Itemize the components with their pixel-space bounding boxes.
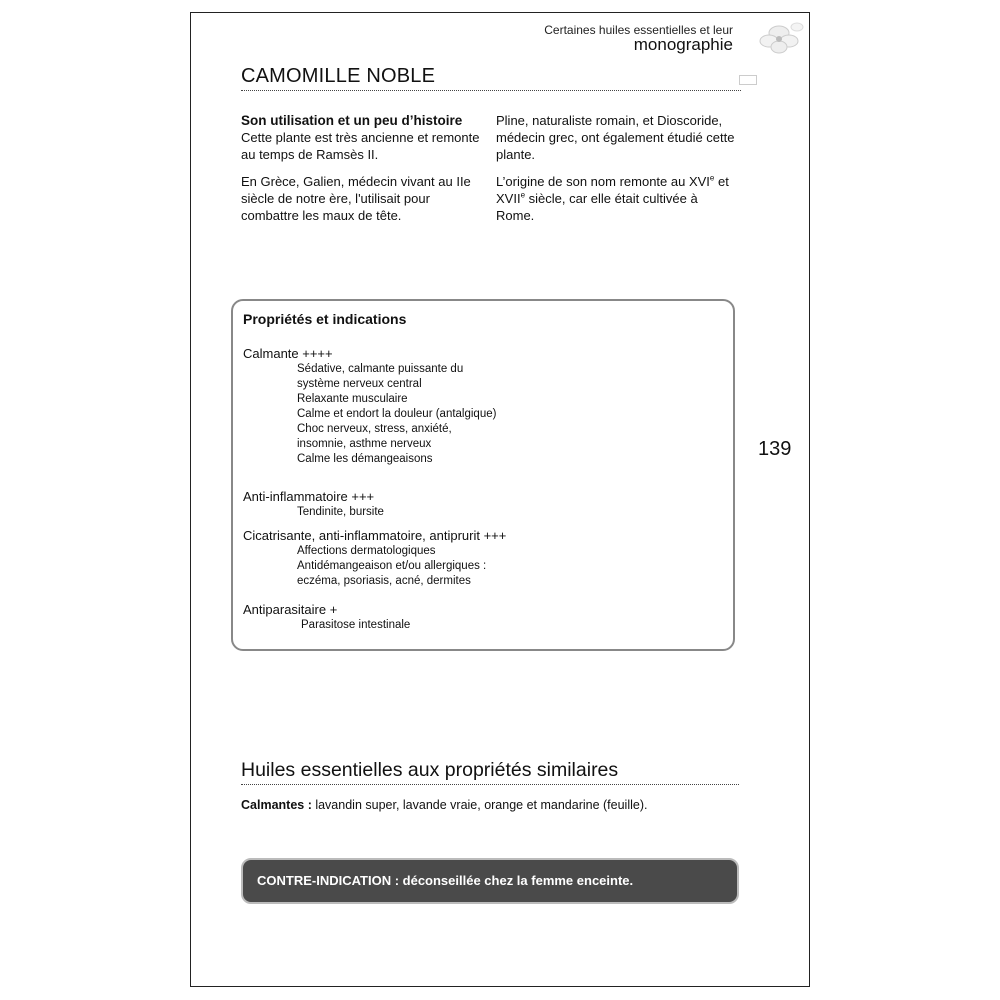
- property-item: eczéma, psoriasis, acné, dermites: [297, 575, 471, 587]
- similar-oils-title: Huiles essentielles aux propriétés similaires: [241, 759, 739, 785]
- property-item: Sédative, calmante puissante du: [297, 363, 464, 375]
- history-paragraph-1: Cette plante est très ancienne et remonte au temps de Ramsès II.: [241, 130, 480, 162]
- property-label: Calmante ++++: [243, 346, 333, 361]
- header-title: monographie: [633, 35, 733, 54]
- history-left-column: [241, 112, 481, 234]
- property-item: Calme les démangeaisons: [297, 453, 433, 465]
- book-page: [190, 12, 810, 987]
- properties-title: Propriétés et indications: [243, 311, 407, 327]
- header-subtitle: Certaines huiles essentielles et leur: [544, 23, 733, 37]
- similar-oils-line: [241, 798, 647, 812]
- contra-indication-text: CONTRE-INDICATION : déconseillée chez la femme enceinte.: [257, 873, 634, 888]
- page-number: 139: [758, 438, 792, 460]
- history-heading: Son utilisation et un peu d’histoire: [241, 113, 463, 128]
- property-label: Antiparasitaire +: [243, 602, 338, 617]
- monograph-title: CAMOMILLE NOBLE: [241, 65, 741, 91]
- property-item: Calme et endort la douleur (antalgique): [297, 408, 497, 420]
- property-item: Parasitose intestinale: [301, 619, 411, 631]
- history-paragraph-3: Pline, naturaliste romain, et Dioscoride, médecin grec, ont également étudié cette plante.: [496, 113, 735, 162]
- corner-mark: [739, 75, 757, 85]
- property-item: insomnie, asthme nerveux: [297, 438, 432, 450]
- similar-oils-text: lavandin super, lavande vraie, orange et mandarine (feuille).: [311, 798, 648, 812]
- flower-decoration-icon: [751, 15, 807, 61]
- contra-indication-banner: [241, 858, 739, 904]
- property-item: Antidémangeaison et/ou allergiques :: [297, 560, 487, 572]
- property-item: système nerveux central: [297, 378, 422, 390]
- property-group-calmante: [243, 346, 496, 467]
- property-item: Relaxante musculaire: [297, 393, 408, 405]
- property-item: Choc nerveux, stress, anxiété,: [297, 423, 452, 435]
- property-label: Anti-inflammatoire +++: [243, 489, 375, 504]
- properties-box: [231, 299, 735, 651]
- property-item: Affections dermatologiques: [297, 545, 436, 557]
- history-paragraph-4: L’origine de son nom remonte au XVIe et XVIIe siècle, car elle était cultivée à Rome.: [496, 173, 729, 223]
- property-group-antiparasitaire: [243, 602, 410, 633]
- history-right-column: [496, 112, 736, 234]
- property-label: Cicatrisante, anti-inflammatoire, antiprurit +++: [243, 528, 507, 543]
- property-group-anti-inflammatoire: [243, 489, 384, 520]
- property-item: Tendinite, bursite: [297, 506, 384, 518]
- similar-oils-label: Calmantes :: [241, 798, 312, 812]
- property-group-cicatrisante: [243, 528, 506, 589]
- history-paragraph-2: En Grèce, Galien, médecin vivant au IIe siècle de notre ère, l'utilisait pour combattre les maux de tête.: [241, 174, 471, 223]
